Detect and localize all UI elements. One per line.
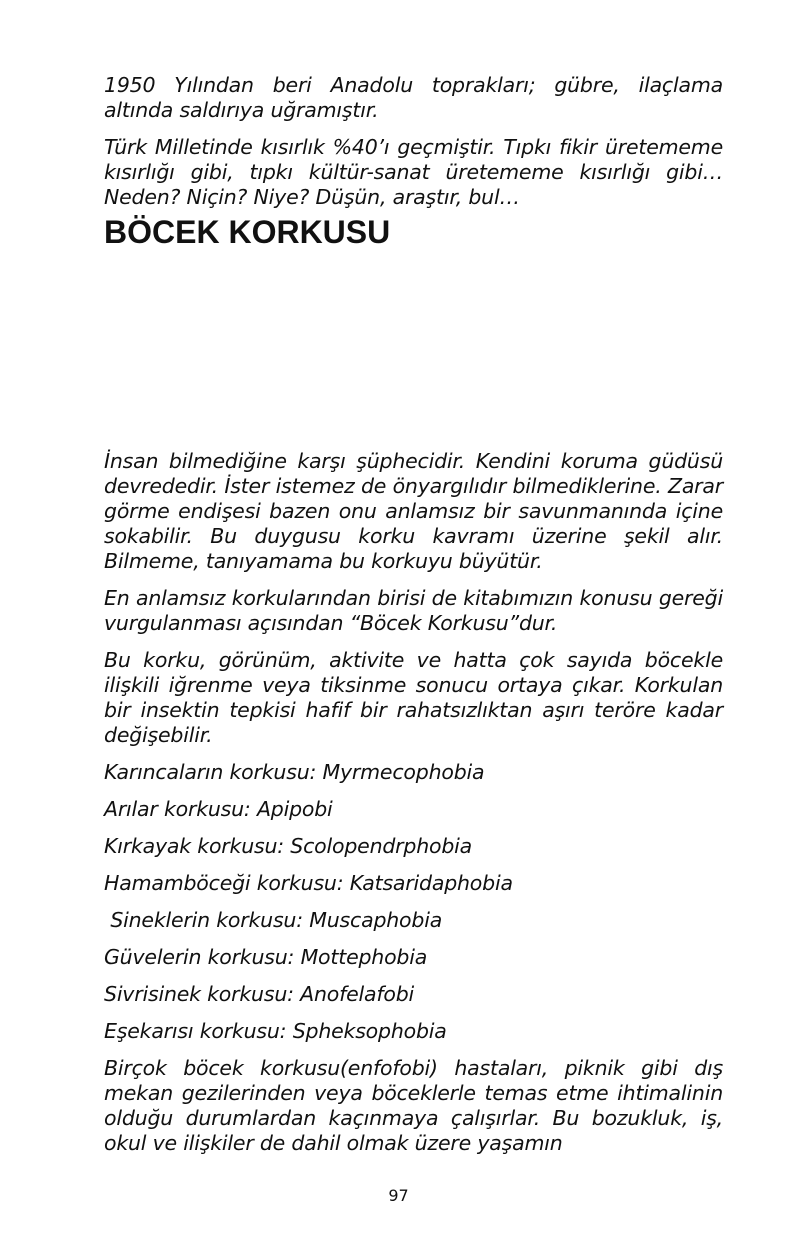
phobia-item: Sivrisinek korkusu: Anofelafobi	[104, 982, 415, 1006]
phobia-item: Eşekarısı korkusu: Spheksophobia	[104, 1019, 447, 1043]
section-heading: BÖCEK KORKUSU	[104, 214, 391, 250]
phobia-item: Arılar korkusu: Apipobi	[104, 797, 333, 821]
phobia-item: Güvelerin korkusu: Mottephobia	[104, 945, 428, 969]
phobia-item: Sineklerin korkusu: Muscaphobia	[104, 908, 443, 932]
body-section	[104, 449, 723, 1168]
phobia-item: Hamamböceği korkusu: Katsaridaphobia	[104, 871, 513, 895]
closing-paragraph: Birçok böcek korkusu(enfofobi) hastaları, piknik gibi dış mekan gezilerinden veya böceklerle temas etme ihtimalinin olduğu durumlardan kaçınmaya çalışırlar. Bu bozukluk, iş, okul ve ilişkiler de dahil olmak üzere yaşamın	[104, 1056, 723, 1155]
body-paragraph: Bu korku, görünüm, aktivite ve hatta çok sayıda böcekle ilişkili iğrenme veya tiksinme sonucu ortaya çıkar. Korkulan bir insektin tepkisi hafif bir rahatsızlıktan aşırı teröre kadar değişebilir.	[104, 648, 723, 747]
body-paragraph: En anlamsız korkularından birisi de kitabımızın konusu gereği vurgulanması açısından “Böcek Korkusu”dur.	[104, 586, 723, 635]
phobia-item: Karıncaların korkusu: Myrmecophobia	[104, 760, 485, 784]
body-paragraph: İnsan bilmediğine karşı şüphecidir. Kendini koruma güdüsü devrededir. İster istemez de önyargılıdır bilmediklerine. Zarar görme endişesi bazen onu anlamsız bir savunmanında içine sokabilir. Bu duygusu korku kavramı üzerine şekil alır. Bilmeme, tanıyamama bu korkuyu büyütür.	[104, 449, 723, 573]
phobia-item: Kırkayak korkusu: Scolopendrphobia	[104, 834, 473, 858]
intro-section	[104, 73, 723, 222]
intro-paragraph: 1950 Yılından beri Anadolu toprakları; gübre, ilaçlama altında saldırıya uğramıştır.	[104, 73, 723, 122]
intro-paragraph: Türk Milletinde kısırlık %40’ı geçmiştir. Tıpkı fikir üretememe kısırlığı gibi, tıpkı kültür-sanat üretememe kısırlığı gibi… Neden? Niçin? Niye? Düşün, araştır, bul…	[104, 135, 723, 209]
page-number: 97	[388, 1186, 409, 1205]
phobia-list	[104, 760, 723, 1044]
